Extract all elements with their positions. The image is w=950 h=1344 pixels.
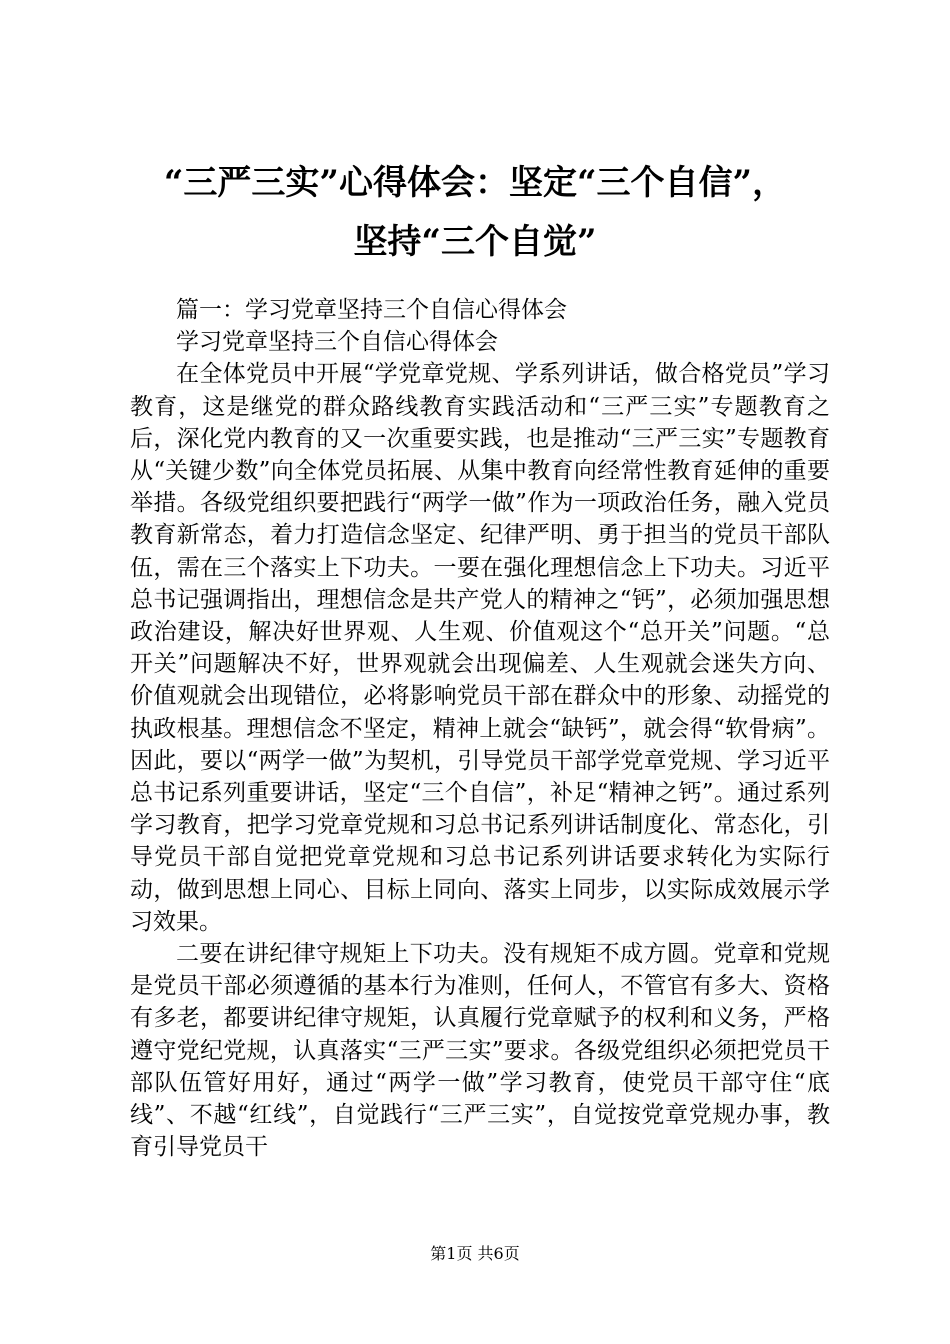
section-heading: 篇一：学习党章坚持三个自信心得体会 bbox=[176, 297, 567, 323]
document-title-line-2: 坚持“三个自觉” bbox=[353, 222, 597, 262]
body-paragraph: 在全体党员中开展“学党章党规、学系列讲话，做合格党员”学习教育，这是继党的群众路线教育实践活动和“三严三实”专题教育之后，深化党内教育的又一次重要实践，也是推动“三严三实”专题教育从“关键少数”向全体党员拓展、从集中教育向经常性教育延伸的重要举措。各级党组织要把践行“两学一做”作为一项政治任务，融入党员教育新常态，着力打造信念坚定、纪律严明、勇于担当的党员干部队伍，需在三个落实上下功夫。一要在强化理想信念上下功夫。习近平总书记强调指出，理想信念是共产党人的精神之“钙”，必须加强思想政治建设，解决好世界观、人生观、价值观这个“总开关”问题。“总开关”问题解决不好，世界观就会出现偏差、人生观就会迷失方向、价值观就会出现错位，必将影响党员干部在群众中的形象、动摇党的执政根基。理想信念不坚定，精神上就会“缺钙”，就会得“软骨病”。因此，要以“两学一做”为契机，引导党员干部学党章党规、学习近平总书记系列重要讲话，坚定“三个自信”，补足“精神之钙”。通过系列学习教育，把学习党章党规和习总书记系列讲话制度化、常态化，引导党员干部自觉把党章党规和习总书记系列讲话要求转化为实际行动，做到思想上同心、目标上同向、落实上同步，以实际成效展示学习效果。 bbox=[130, 361, 830, 935]
document-body bbox=[130, 294, 830, 1163]
document-title-line-1: “三严三实”心得体会：坚定“三个自信”， bbox=[163, 163, 787, 203]
page-footer: 第1页 共6页 bbox=[430, 1244, 520, 1263]
article-subtitle: 学习党章坚持三个自信心得体会 bbox=[176, 329, 498, 356]
body-paragraph: 二要在讲纪律守规矩上下功夫。没有规矩不成方圆。党章和党规是党员干部必须遵循的基本行为准则，任何人，不管官有多大、资格有多老，都要讲纪律守规矩，认真履行党章赋予的权利和义务，严格遵守党纪党规，认真落实“三严三实”要求。各级党组织必须把党员干部队伍管好用好，通过“两学一做”学习教育，使党员干部守住“底线”、不越“红线”，自觉践行“三严三实”，自觉按党章党规办事，教育引导党员干 bbox=[130, 941, 830, 1161]
